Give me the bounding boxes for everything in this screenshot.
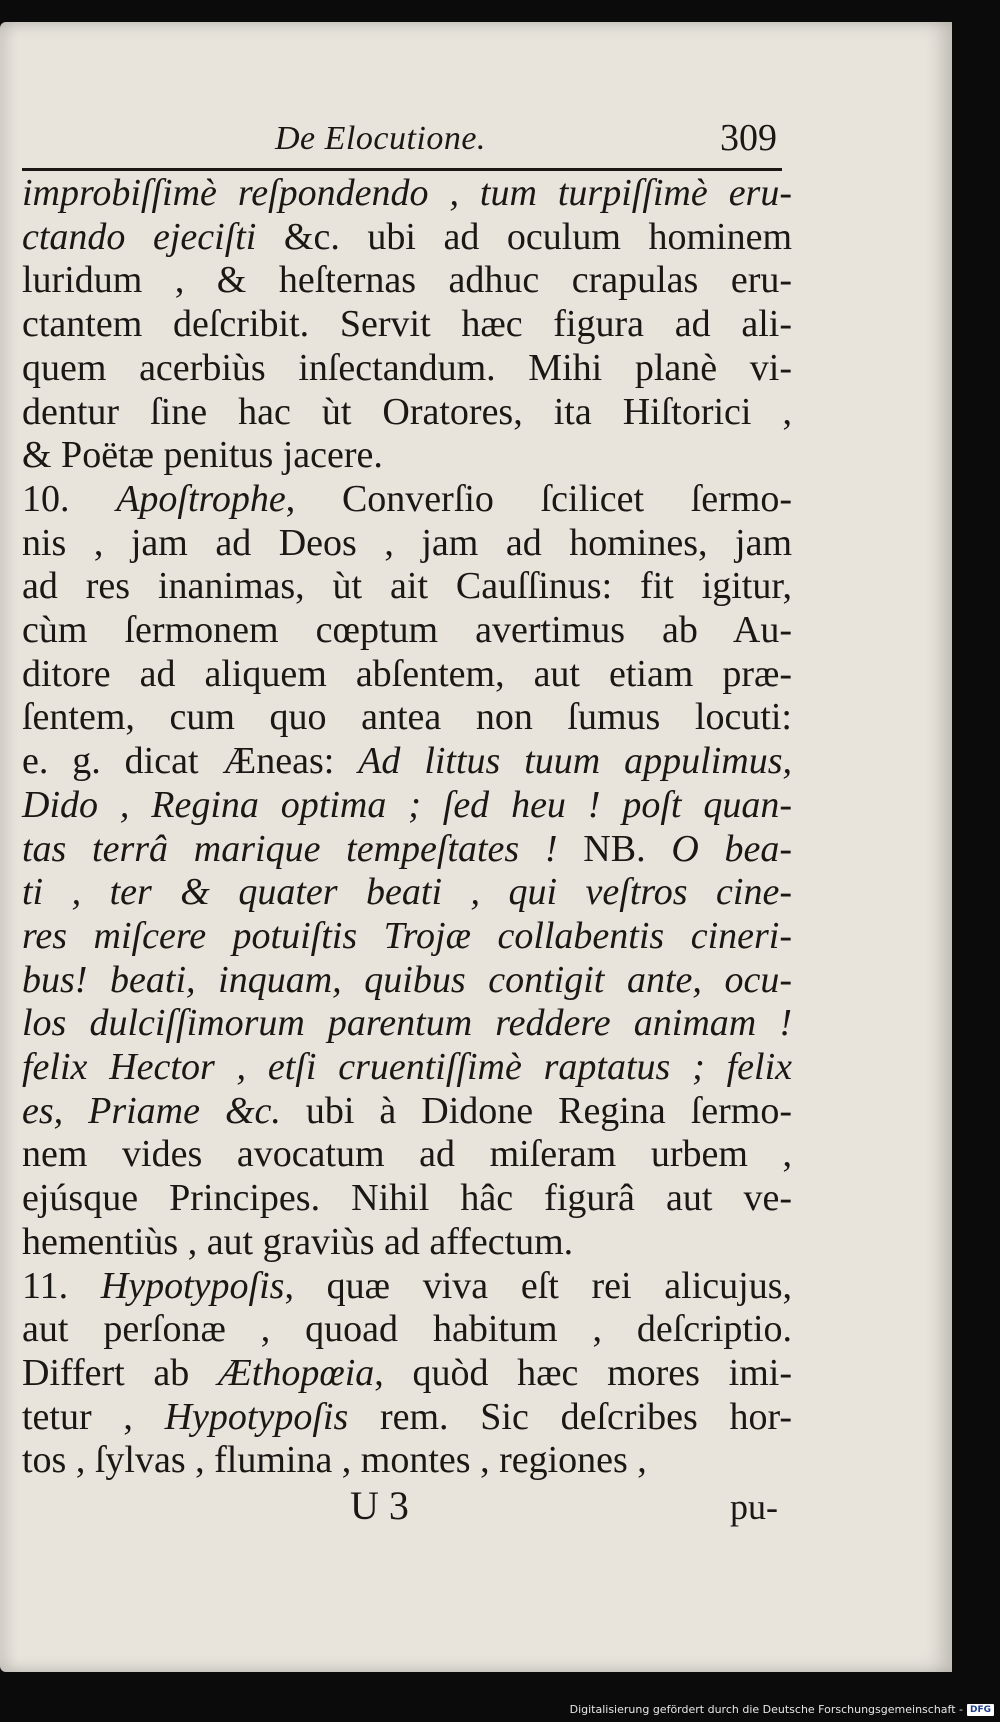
roman-text: dentur ſine hac ùt Oratores, ita Hiſtorici , xyxy=(22,390,792,433)
text-line xyxy=(22,259,792,303)
text-line xyxy=(22,1177,792,1221)
text-line xyxy=(22,740,792,784)
text-line xyxy=(22,828,792,872)
text-line xyxy=(22,303,792,347)
roman-text: NB. xyxy=(583,827,672,870)
italic-text: Hypotypoſis xyxy=(164,1395,349,1438)
text-line xyxy=(22,478,792,522)
text-line xyxy=(22,1002,792,1046)
text-line xyxy=(22,1046,792,1090)
roman-text: &c. ubi ad oculum hominem xyxy=(256,215,793,258)
text-line xyxy=(22,609,792,653)
italic-text: bus! beati, inquam, quibus contigit ante, ocu- xyxy=(22,958,792,1001)
italic-text: Hypotypoſis xyxy=(100,1264,285,1307)
italic-text: Dido , Regina optima ; ſed heu ! poſt quan- xyxy=(22,783,792,826)
roman-text: ad res inanimas, ùt ait Cauſſinus: fit igitur, xyxy=(22,565,792,608)
digitization-note: Digitalisierung gefördert durch die Deutsche Forschungsgemeinschaft - xyxy=(569,1703,963,1716)
roman-text: ditore ad aliquem abſentem, aut etiam præ- xyxy=(22,652,792,695)
digitization-footer xyxy=(570,1703,994,1716)
roman-text: tetur , xyxy=(22,1395,165,1438)
roman-text: nis , jam ad Deos , jam ad homines, jam xyxy=(22,521,792,564)
text-line xyxy=(22,915,792,959)
roman-text: rem. Sic deſcribes hor- xyxy=(348,1395,793,1438)
dfg-logo: DFG xyxy=(967,1704,994,1716)
italic-text: Apoſtrophe xyxy=(116,477,286,520)
italic-text: los dulciſſimorum parentum reddere animam ! xyxy=(22,1002,792,1045)
book-page xyxy=(0,22,952,1672)
text-line xyxy=(22,1221,792,1265)
text-line xyxy=(22,1396,792,1440)
signature-mark: U 3 xyxy=(350,1483,409,1528)
text-line xyxy=(22,653,792,697)
text-line xyxy=(22,565,792,609)
italic-text: res miſcere potuiſtis Trojæ collabentis cineri- xyxy=(22,914,792,957)
roman-text: & Poëtæ penitus jacere. xyxy=(22,434,383,477)
text-line xyxy=(22,172,792,216)
text-line xyxy=(22,1090,792,1134)
body-text xyxy=(22,172,792,1483)
italic-text: Æthopœia xyxy=(218,1351,375,1394)
header-rule xyxy=(22,168,782,171)
text-line xyxy=(22,1133,792,1177)
italic-text: Ad littus tuum appulimus, xyxy=(358,740,792,783)
running-head: De Elocutione. xyxy=(275,120,486,157)
italic-text: O bea- xyxy=(671,827,792,870)
roman-text: aut perſonæ , quoad habitum , deſcriptio. xyxy=(22,1308,792,1351)
roman-text: , Converſio ſcilicet ſermo- xyxy=(285,477,792,520)
catchword: pu- xyxy=(730,1487,778,1527)
roman-text: tos , ſylvas , flumina , montes , regiones , xyxy=(22,1439,647,1482)
roman-text: , quòd hæc mores imi- xyxy=(374,1351,792,1394)
text-line xyxy=(22,347,792,391)
text-line xyxy=(22,1439,792,1483)
italic-text: felix Hector , etſi cruentiſſimè raptatus ; felix xyxy=(22,1046,792,1089)
roman-text: ubi à Didone Regina ſermo- xyxy=(280,1089,792,1132)
roman-text: nem vides avocatum ad miſeram urbem , xyxy=(22,1133,792,1176)
roman-text: ſentem, cum quo antea non ſumus locuti: xyxy=(22,696,792,739)
text-line xyxy=(22,871,792,915)
text-line xyxy=(22,959,792,1003)
text-line xyxy=(22,391,792,435)
roman-text: Differt ab xyxy=(22,1351,218,1394)
text-line xyxy=(22,1308,792,1352)
text-line xyxy=(22,434,792,478)
italic-text: improbiſſimè reſpondendo , tum turpiſſimè eru- xyxy=(22,172,792,214)
roman-text: cùm ſermonem cœptum avertimus ab Au- xyxy=(22,609,792,652)
text-line xyxy=(22,1352,792,1396)
italic-text: ctando ejeciſti xyxy=(22,215,257,258)
italic-text: tas terrâ marique tempeſtates ! xyxy=(22,827,584,870)
roman-text: , quæ viva eſt rei alicujus, xyxy=(284,1264,792,1307)
roman-text: quem acerbiùs inſectandum. Mihi planè vi- xyxy=(22,346,792,389)
roman-text: luridum , & heſternas adhuc crapulas eru- xyxy=(22,259,792,302)
roman-text: ctantem deſcribit. Servit hæc figura ad ali- xyxy=(22,303,792,346)
italic-text: es, Priame &c. xyxy=(22,1089,281,1132)
roman-text: 10. xyxy=(22,477,117,520)
roman-text: hementiùs , aut graviùs ad affectum. xyxy=(22,1220,574,1263)
roman-text: 11. xyxy=(22,1264,101,1307)
roman-text: ejúsque Principes. Nihil hâc figurâ aut ve- xyxy=(22,1177,792,1220)
text-line xyxy=(22,696,792,740)
italic-text: ti , ter & quater beati , qui veſtros cine- xyxy=(22,871,792,914)
text-line xyxy=(22,216,792,260)
text-line xyxy=(22,784,792,828)
text-line xyxy=(22,522,792,566)
page-number: 309 xyxy=(720,117,777,159)
roman-text: e. g. dicat Æneas: xyxy=(22,740,359,783)
text-line xyxy=(22,1265,792,1309)
